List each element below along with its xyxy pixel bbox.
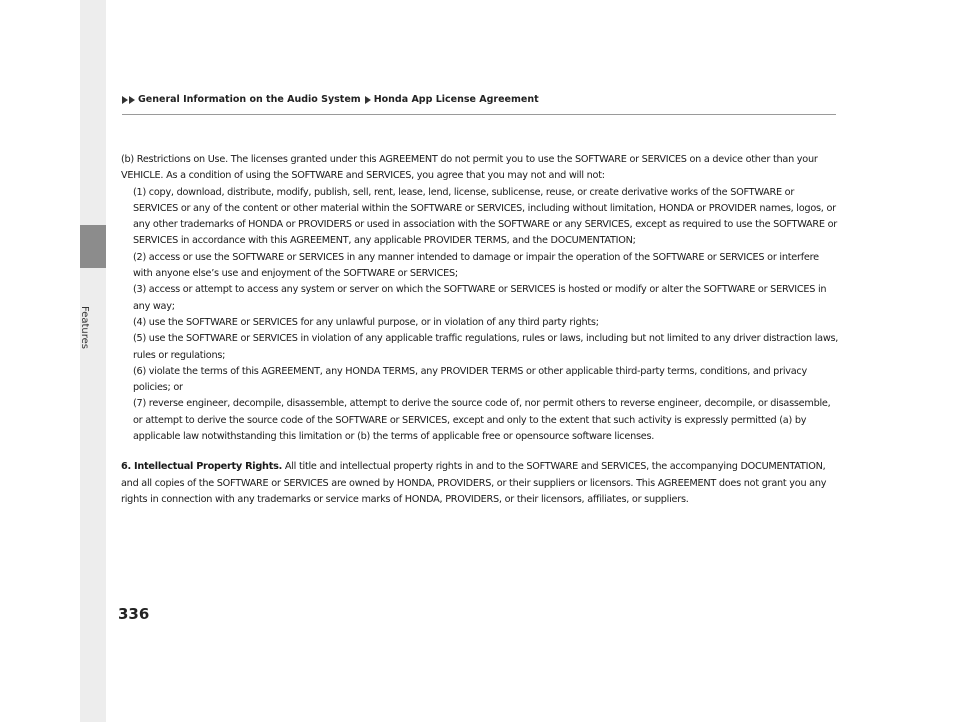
restriction-item: (4) use the SOFTWARE or SERVICES for any unlawful purpose, or in violation of any third party rights; [133,316,599,328]
restriction-item: (2) access or use the SOFTWARE or SERVICES in any manner intended to damage or impair the operation of the SOFTWARE or SERVICES or interfere with anyone else’s use and enjoyment of the SOFTWARE or SERVICES; [133,251,819,280]
breadcrumb-link-audio-system[interactable]: General Information on the Audio System [138,94,361,105]
section-6-paragraph [121,459,841,508]
restriction-item: (6) violate the terms of this AGREEMENT, any HONDA TERMS, any PROVIDER TERMS or other applicable third-party terms, conditions, and privacy policies; or [133,365,807,394]
restriction-item: (1) copy, download, distribute, modify, publish, sell, rent, lease, lend, license, sublicense, reuse, or create derivative works of the SOFTWARE or SERVICES or any of the content or other material within the SOFTWARE or SERVICES, including without limitation, HONDA or PROVIDER names, logos, or any other trademarks of HONDA or PROVIDERS or used in association with the SOFTWARE or any SERVICES, except as required to use the SOFTWARE or SERVICES in accordance with this AGREEMENT, any applicable PROVIDER TERMS, and the DOCUMENTATION; [133,186,837,247]
header-divider [122,114,836,115]
section-6-heading: 6. Intellectual Property Rights. [121,461,283,473]
breadcrumb-arrow-icon [129,96,135,104]
side-tab [80,0,106,722]
main-content [121,152,841,508]
page-number: 336 [118,605,150,623]
restriction-item: (3) access or attempt to access any system or server on which the SOFTWARE or SERVICES is hosted or modify or alter the SOFTWARE or SERVICES in any way; [133,284,827,312]
side-tab-label: Features [79,306,90,349]
restriction-item: (7) reverse engineer, decompile, disassemble, attempt to derive the source code of, nor permit others to reverse engineer, decompile, or disassemble, or attempt to derive the source code of the SOFTWARE or SERVICES, except and only to the extent that such activity is expressly permitted (a) by applicable law notwithstanding this limitation or (b) the terms of applicable free or opensource software licenses. [133,398,831,443]
section-6-text: All title and intellectual property rights in and to the SOFTWARE and SERVICES, the accompanying DOCUMENTATION, and all copies of the SOFTWARE or SERVICES are owned by HONDA, PROVIDERS, or their suppliers or licensors. This AGREEMENT does not grant you any rights in connection with any trademarks or service marks of HONDA, PROVIDERS, or their licensors, affiliates, or suppliers. [121,461,827,505]
breadcrumb-arrow-icon [122,96,128,104]
breadcrumb [122,94,539,105]
restriction-item: (5) use the SOFTWARE or SERVICES in violation of any applicable traffic regulations, rules or laws, including but not limited to any driver distraction laws, rules or regulations; [133,333,839,361]
intro-paragraph: (b) Restrictions on Use. The licenses granted under this AGREEMENT do not permit you to use the SOFTWARE or SERVICES on a device other than your VEHICLE. As a condition of using the SOFTWARE and SERVICES, you agree that you may not and will not: [121,154,818,182]
breadcrumb-separator-icon [365,96,371,104]
side-tab-accent [80,225,106,268]
spacer [121,445,841,459]
breadcrumb-current[interactable]: Honda App License Agreement [373,94,539,105]
